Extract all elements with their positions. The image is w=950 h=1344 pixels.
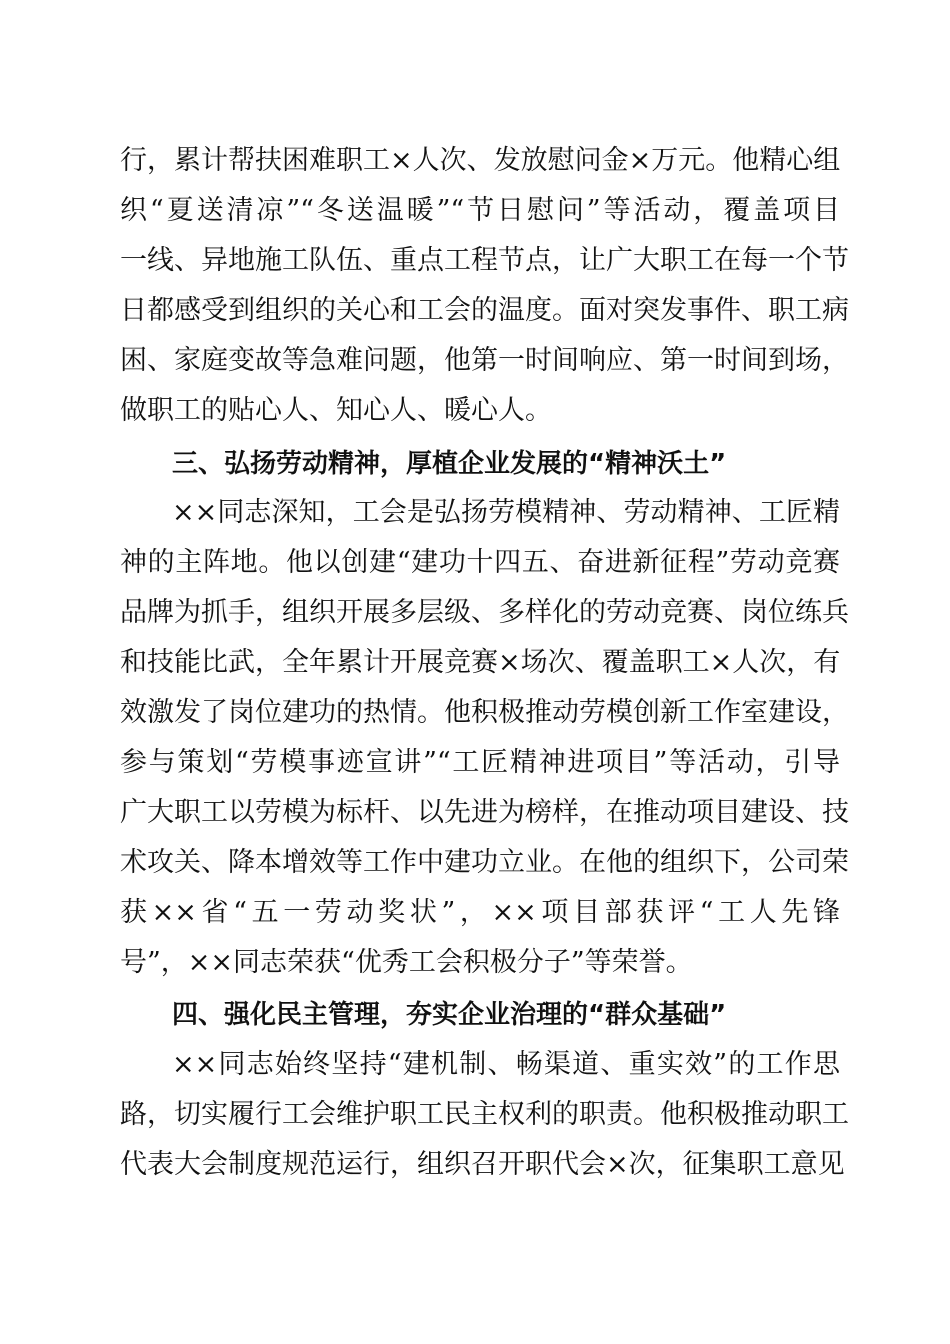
paragraph-line: 织“夏送清凉”“冬送温暖”“节日慰问”等活动，覆盖项目 [120, 195, 840, 226]
paragraph-line: 效激发了岗位建功的热情。他积极推动劳模创新工作室建设， [120, 697, 849, 728]
paragraph-line: 广大职工以劳模为标杆、以先进为榜样，在推动项目建设、技 [120, 797, 849, 828]
section-3-heading: 三、弘扬劳动精神，厚植企业发展的“精神沃土” [172, 449, 727, 479]
paragraph-line: 和技能比武，全年累计开展竞赛×场次、覆盖职工×人次，有 [120, 647, 841, 678]
paragraph-line: 日都感受到组织的关心和工会的温度。面对突发事件、职工病 [120, 295, 849, 326]
paragraph-line: 号”，××同志荣获“优秀工会积极分子”等荣誉。 [120, 947, 693, 978]
paragraph-line: 一线、异地施工队伍、重点工程节点，让广大职工在每一个节 [120, 245, 849, 276]
paragraph-line: 困、家庭变故等急难问题，他第一时间响应、第一时间到场， [120, 345, 849, 376]
paragraph-line: 参与策划“劳模事迹宣讲”“工匠精神进项目”等活动，引导 [120, 747, 840, 778]
paragraph-line: 术攻关、降本增效等工作中建功立业。在他的组织下，公司荣 [120, 847, 849, 878]
paragraph-line: 品牌为抓手，组织开展多层级、多样化的劳动竞赛、岗位练兵 [120, 597, 849, 628]
paragraph-line: 代表大会制度规范运行，组织召开职代会×次，征集职工意见 [120, 1149, 845, 1180]
paragraph-line: ××同志始终坚持“建机制、畅渠道、重实效”的工作思 [172, 1049, 840, 1080]
paragraph-line: 做职工的贴心人、知心人、暖心人。 [120, 395, 552, 426]
paragraph-line: 获××省“五一劳动奖状”，××项目部获评“工人先锋 [120, 897, 840, 928]
paragraph-line: 路，切实履行工会维护职工民主权利的职责。他积极推动职工 [120, 1099, 849, 1130]
paragraph-line: 神的主阵地。他以创建“建功十四五、奋进新征程”劳动竞赛 [120, 547, 840, 578]
paragraph-line: 行，累计帮扶困难职工×人次、发放慰问金×万元。他精心组 [120, 145, 841, 176]
paragraph-line: ××同志深知，工会是弘扬劳模精神、劳动精神、工匠精 [172, 497, 840, 528]
section-4-heading: 四、强化民主管理，夯实企业治理的“群众基础” [172, 1000, 727, 1030]
